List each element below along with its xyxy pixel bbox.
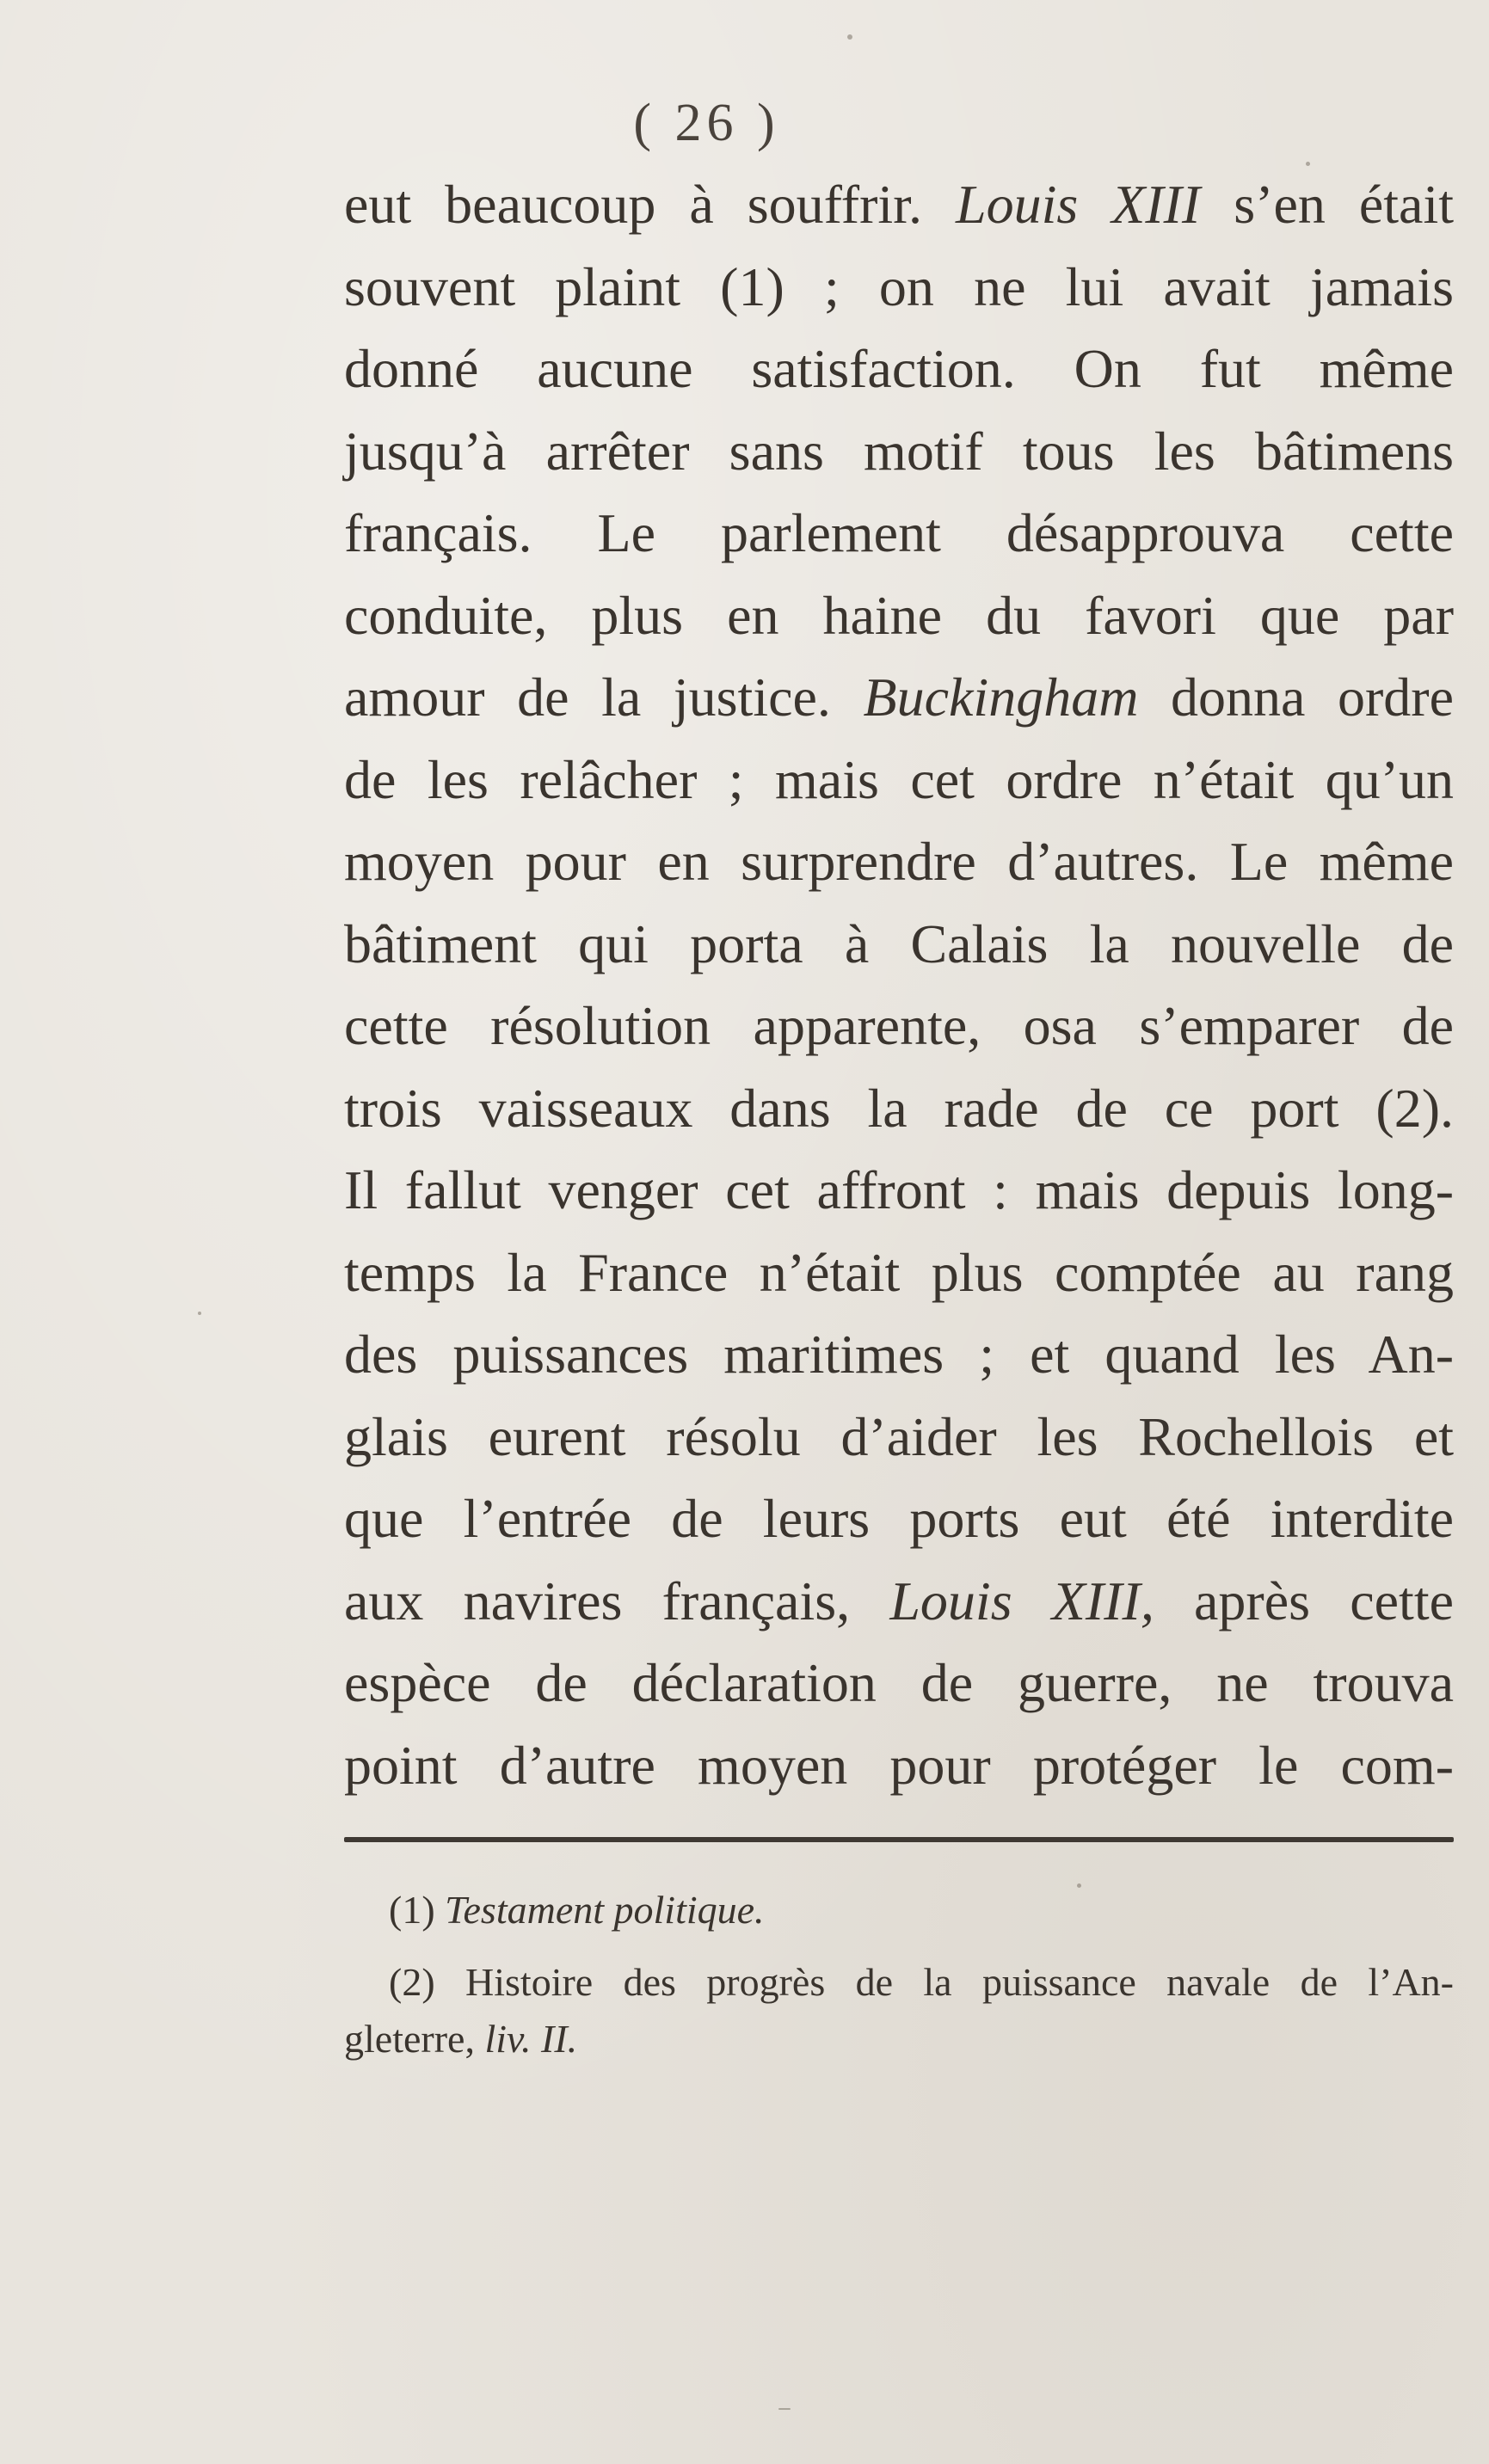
text-segment: cette résolution apparente, osa s’emparer de — [344, 995, 1454, 1056]
text-line — [344, 1642, 1454, 1724]
text-line — [344, 656, 1454, 739]
text-line — [344, 1560, 1454, 1643]
text-line — [344, 328, 1454, 410]
text-line — [344, 575, 1454, 657]
paper-speck — [1306, 162, 1310, 166]
text-segment: bâtiment qui porta à Calais la nouvelle de — [344, 912, 1454, 974]
text-segment: gleterre, — [344, 2017, 485, 2061]
text-line — [344, 1149, 1454, 1232]
text-line — [344, 1313, 1454, 1396]
text-segment: français. Le parlement désapprouva cette — [344, 502, 1454, 563]
text-line — [344, 410, 1454, 493]
text-line — [344, 1232, 1454, 1314]
italic-text-segment: Louis XIII — [955, 174, 1201, 235]
text-line — [344, 1067, 1454, 1150]
text-segment: (2) Histoire des progrès de la puissance navale de l’An- — [389, 1960, 1454, 2004]
body-text — [344, 163, 1454, 1806]
italic-text-segment: Testament politique. — [445, 1888, 765, 1932]
text-segment: (1) — [389, 1888, 446, 1932]
text-segment: conduite, plus en haine du favori que par — [344, 584, 1454, 646]
text-segment: moyen pour en surprendre d’autres. Le même — [344, 831, 1454, 892]
text-segment: eut beaucoup à souffrir. — [344, 174, 956, 235]
text-segment: s’en était — [1200, 174, 1455, 235]
text-segment: temps la France n’était plus comptée au rang — [344, 1241, 1454, 1303]
text-segment: Il fallut venger cet affront : mais depuis long- — [344, 1159, 1454, 1220]
footnote — [344, 1954, 1454, 2068]
text-segment: espèce de déclaration de guerre, ne trouva — [344, 1652, 1454, 1713]
text-segment: des puissances maritimes ; et quand les An- — [344, 1324, 1454, 1385]
footnote — [344, 1882, 1454, 1939]
footnotes — [344, 1882, 1454, 2068]
footnote-line — [344, 2011, 1454, 2068]
paper-speck — [847, 34, 852, 40]
paper-speck — [778, 2408, 791, 2410]
text-line — [344, 903, 1454, 986]
text-segment: après cette — [1154, 1570, 1454, 1631]
footnote-line — [344, 1882, 1454, 1939]
text-line — [344, 739, 1454, 821]
italic-text-segment: Louis XIII, — [889, 1570, 1154, 1631]
text-line — [344, 1396, 1454, 1478]
italic-text-segment: liv. II. — [484, 2017, 578, 2061]
italic-text-segment: Buckingham — [863, 667, 1139, 728]
text-segment: donné aucune satisfaction. On fut même — [344, 338, 1454, 399]
text-segment: amour de la justice. — [344, 667, 864, 728]
text-segment: glais eurent résolu d’aider les Rochellois et — [344, 1405, 1454, 1467]
text-segment: souvent plaint (1) ; on ne lui avait jamais — [344, 255, 1454, 317]
footnote-gap — [344, 1939, 1454, 1954]
text-segment: donna ordre — [1138, 667, 1455, 728]
paper-speck — [198, 1312, 201, 1315]
paper-speck — [1077, 1883, 1081, 1888]
page-number: ( 26 ) — [633, 94, 780, 152]
footnote-line — [344, 1954, 1454, 2011]
text-segment: de les relâcher ; mais cet ordre n’était qu’un — [344, 748, 1454, 810]
text-line — [344, 246, 1454, 329]
text-line — [344, 820, 1454, 903]
text-segment: trois vaisseaux dans la rade de ce port (2). — [344, 1077, 1454, 1139]
text-segment: que l’entrée de leurs ports eut été interdite — [344, 1488, 1454, 1549]
text-line — [344, 1724, 1454, 1807]
text-line — [344, 163, 1454, 246]
text-line — [344, 985, 1454, 1067]
text-segment: aux navires français, — [344, 1570, 890, 1631]
text-segment: point d’autre moyen pour protéger le com- — [344, 1734, 1454, 1796]
text-segment: jusqu’à arrêter sans motif tous les bâtimens — [344, 420, 1454, 482]
text-line — [344, 1478, 1454, 1560]
text-line — [344, 492, 1454, 575]
footnote-rule — [344, 1837, 1454, 1842]
